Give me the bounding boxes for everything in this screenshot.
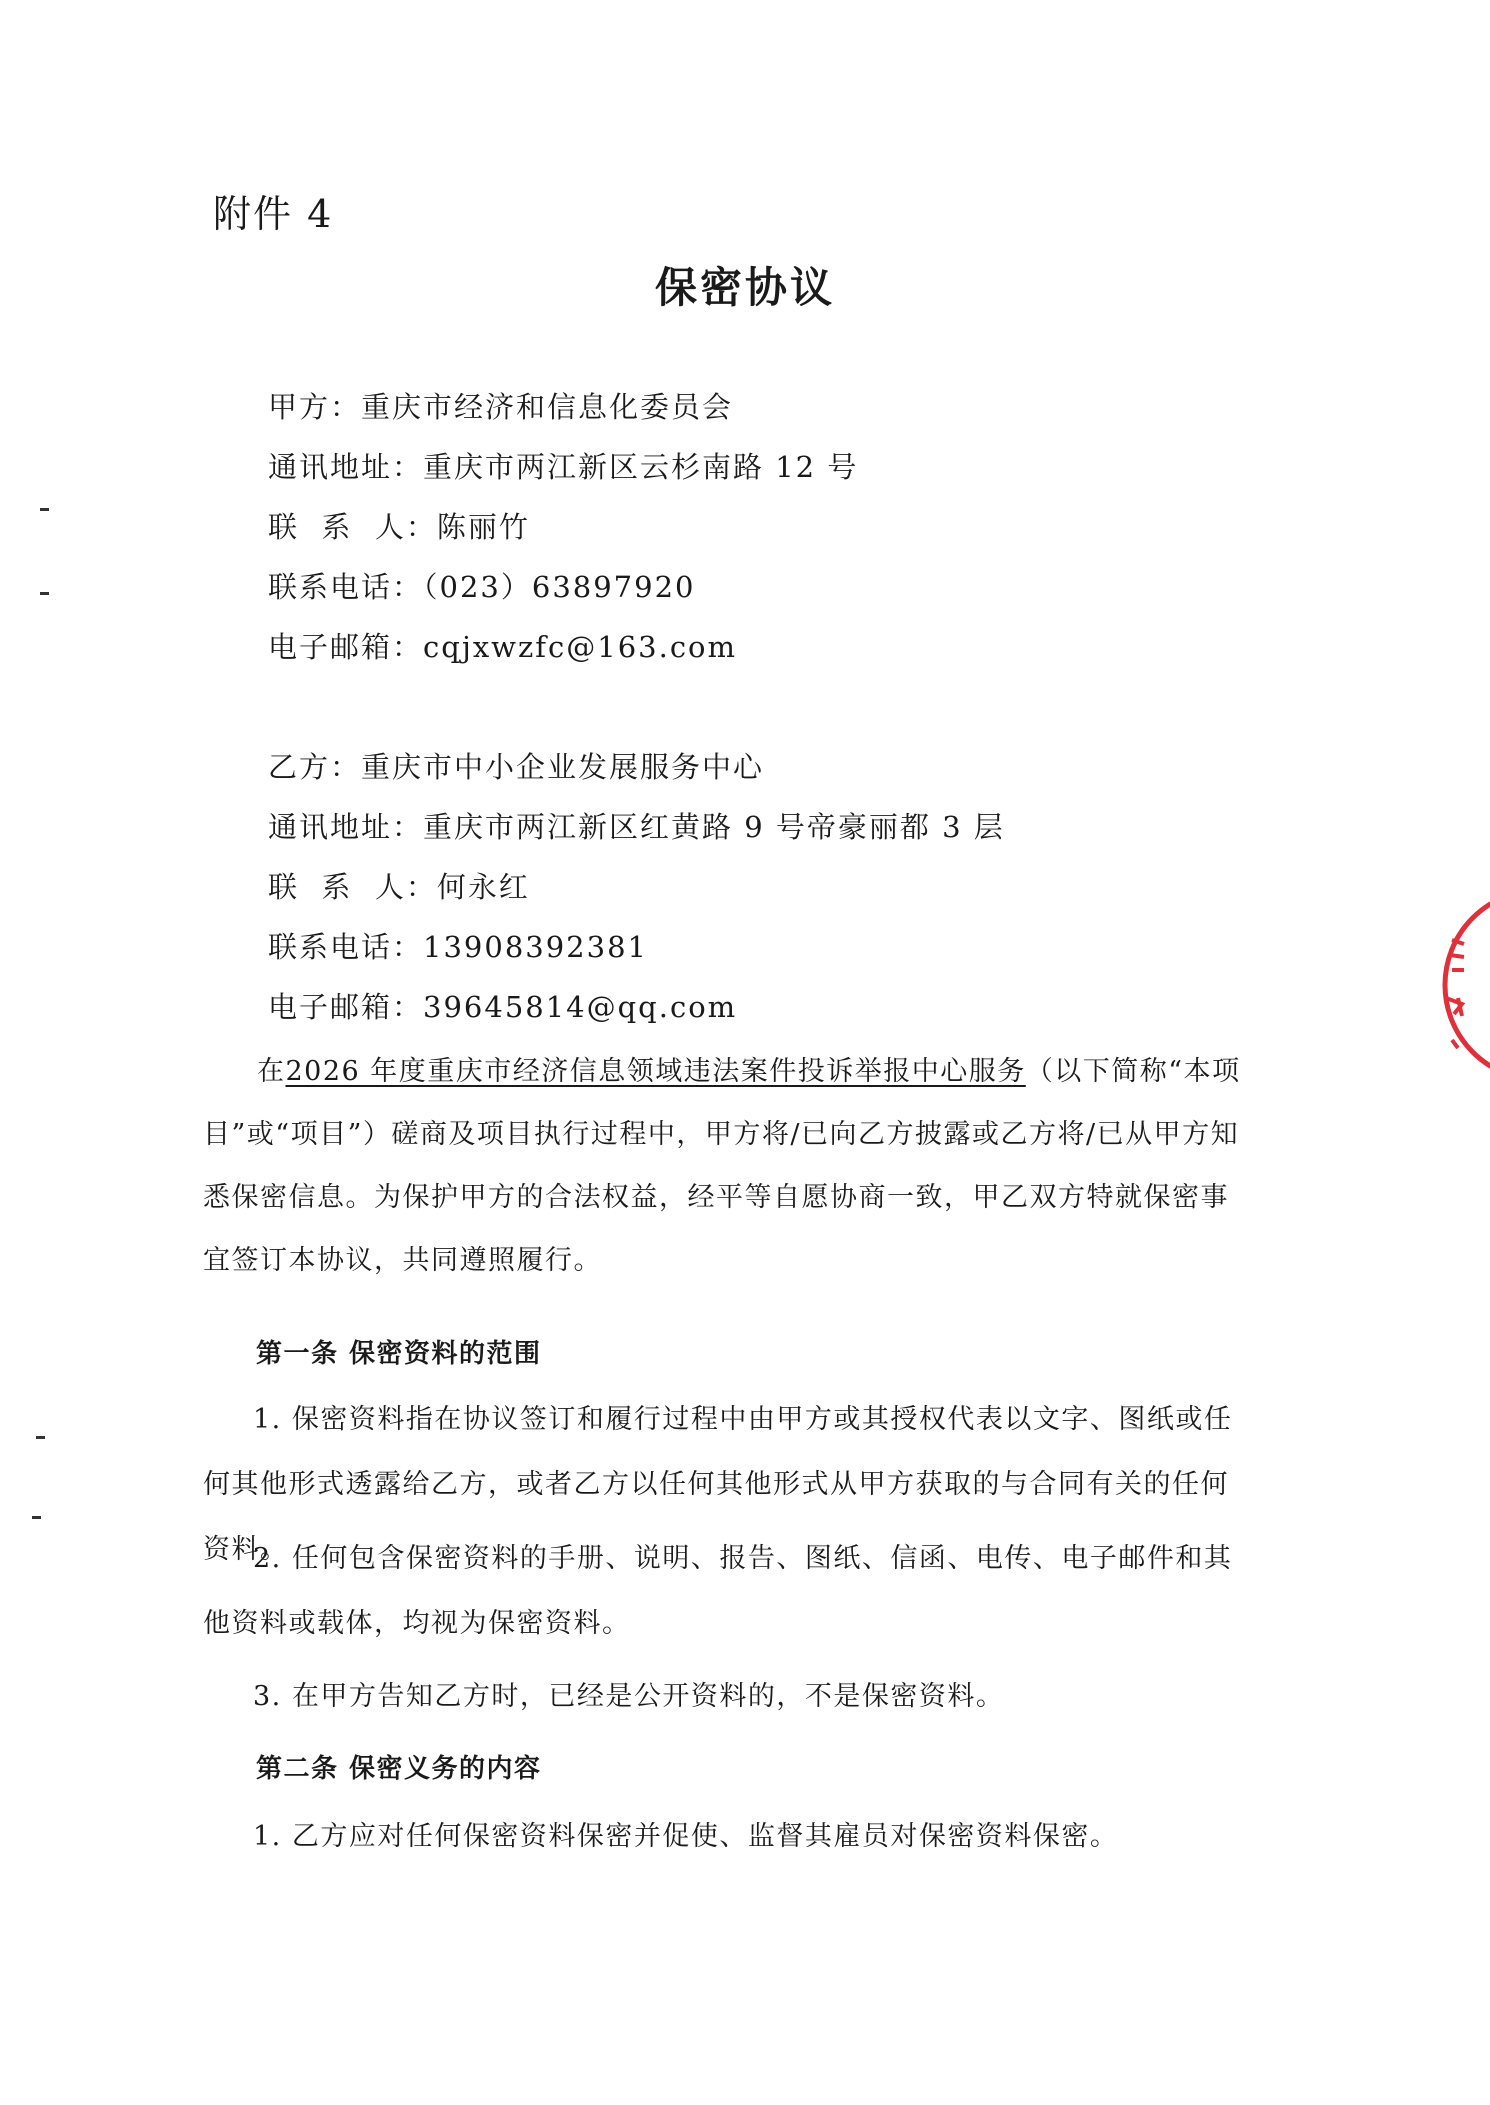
- article-2-item-1: 1. 乙方应对任何保密资料保密并促使、监督其雇员对保密资料保密。: [253, 1821, 1119, 1852]
- article-1-title: 第一条 保密资料的范围: [256, 1339, 542, 1369]
- article-1-item-2: 2. 任何包含保密资料的手册、说明、报告、图纸、信函、电传、电子邮件和其他资料或载体，均视为保密资料。: [203, 1543, 1233, 1639]
- article-1-item-1: 1. 保密资料指在协议签订和履行过程中由甲方或其授权代表以文字、图纸或任何其他形式透露给乙方，或者乙方以任何其他形式从甲方获取的与合同有关的任何资料。: [203, 1404, 1233, 1565]
- seal-stamp: [1412, 880, 1490, 1090]
- scan-mark: [32, 1516, 41, 1519]
- article-1-item-3: 3. 在甲方告知乙方时，已经是公开资料的，不是保密资料。: [253, 1681, 1005, 1712]
- project-name: 2026 年度重庆市经济信息领域违法案件投诉举报中心服务: [285, 1056, 1026, 1087]
- party-a-contact: 联 系 人：陈丽竹: [268, 510, 530, 544]
- party-a-address: 通讯地址：重庆市两江新区云杉南路 12 号: [268, 450, 859, 484]
- scan-mark: [40, 508, 49, 511]
- intro-paragraph: 在2026 年度重庆市经济信息领域违法案件投诉举报中心服务（以下简称“本项目”或“项目”）磋商及项目执行过程中，甲方将/已向乙方披露或乙方将/已从甲方知悉保密信息。为保护甲方的合法权益，经平等自愿协商一致，甲乙双方特就保密事宜签订本协议，共同遵照履行。: [203, 1056, 1241, 1276]
- article-2-title: 第二条 保密义务的内容: [256, 1754, 542, 1784]
- party-b-phone: 联系电话：13908392381: [268, 930, 648, 964]
- party-a-name: 甲方：重庆市经济和信息化委员会: [268, 390, 734, 424]
- scan-mark: [36, 1436, 45, 1439]
- party-a-phone: 联系电话：（023）63897920: [268, 570, 696, 604]
- scan-mark: [40, 592, 49, 595]
- party-b-address: 通讯地址：重庆市两江新区红黄路 9 号帝豪丽都 3 层: [268, 810, 1005, 844]
- party-a-email: 电子邮箱：cqjxwzfc@163.com: [268, 630, 738, 664]
- document-title: 保密协议: [654, 263, 835, 312]
- party-b-contact: 联 系 人：何永红: [268, 870, 530, 904]
- annex-label: 附件 4: [213, 192, 334, 236]
- party-b-name: 乙方：重庆市中小企业发展服务中心: [268, 750, 765, 784]
- party-b-email: 电子邮箱：39645814@qq.com: [268, 990, 738, 1024]
